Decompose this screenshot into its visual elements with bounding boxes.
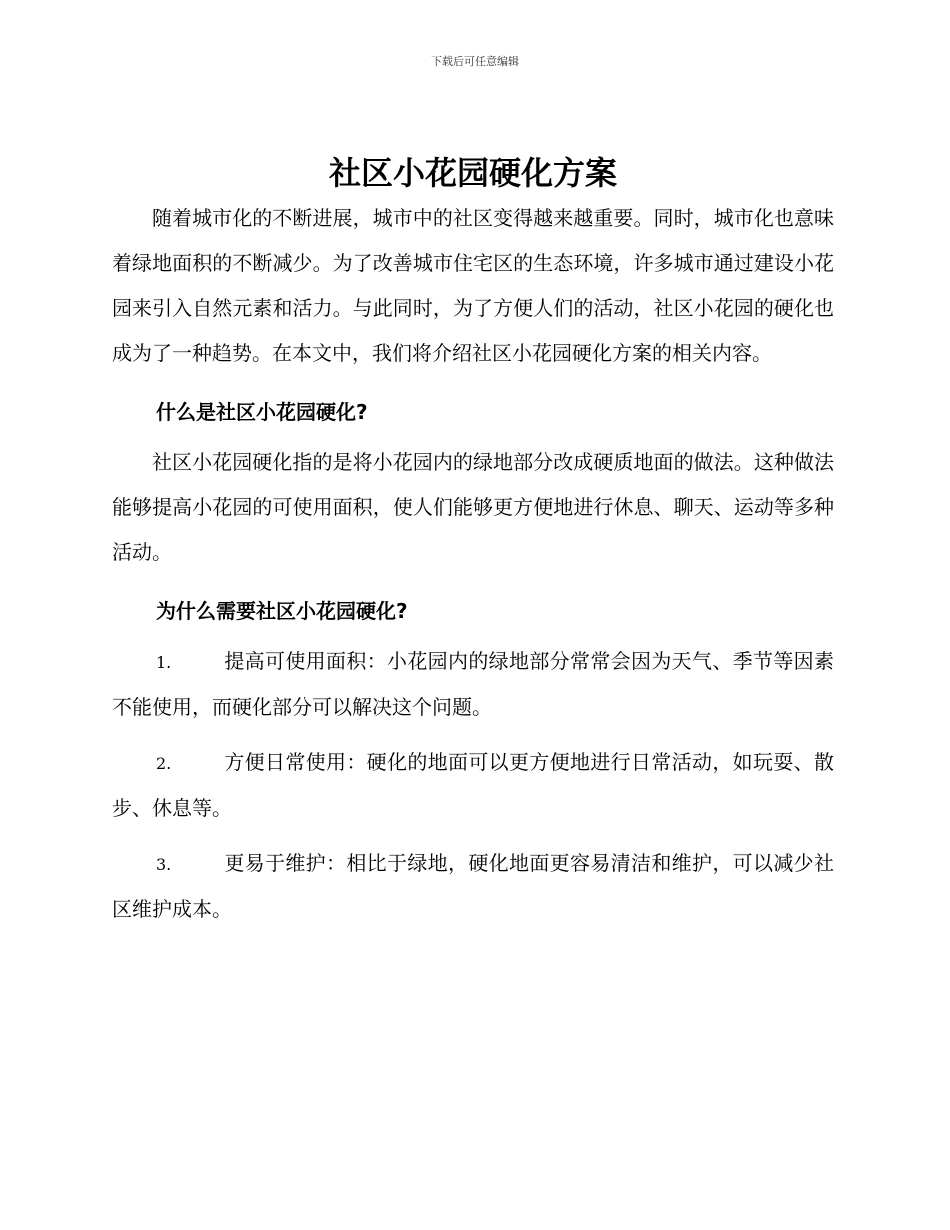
section-heading-what: 什么是社区小花园硬化? <box>156 400 368 424</box>
section-heading-why: 为什么需要社区小花园硬化? <box>156 599 408 623</box>
document-body <box>112 150 834 932</box>
list-item-text: 更易于维护：相比于绿地，硬化地面更容易清洁和维护，可以减少社区维护成本。 <box>112 851 834 921</box>
header-note: 下载后可任意编辑 <box>431 55 519 68</box>
document-title: 社区小花园硬化方案 <box>328 154 617 192</box>
list-item <box>112 639 834 730</box>
list-item-text: 方便日常使用：硬化的地面可以更方便地进行日常活动，如玩耍、散步、休息等。 <box>112 750 834 820</box>
list-item-number: 1. <box>156 653 172 672</box>
list-item-text: 提高可使用面积：小花园内的绿地部分常常会因为天气、季节等因素不能使用，而硬化部分可以解决这个问题。 <box>112 649 834 719</box>
list-item-number: 2. <box>156 754 172 773</box>
intro-paragraph: 随着城市化的不断进展，城市中的社区变得越来越重要。同时，城市化也意味着绿地面积的不断减少。为了改善城市住宅区的生态环境，许多城市通过建设小花园来引入自然元素和活力。与此同时，为了方便人们的活动，社区小花园的硬化也成为了一种趋势。在本文中，我们将介绍社区小花园硬化方案的相关内容。 <box>112 206 834 365</box>
list-item <box>112 740 834 831</box>
list-item <box>112 841 834 932</box>
list-item-number: 3. <box>156 855 172 874</box>
section-what-paragraph: 社区小花园硬化指的是将小花园内的绿地部分改成硬质地面的做法。这种做法能够提高小花园的可使用面积，使人们能够更方便地进行休息、聊天、运动等多种活动。 <box>112 450 834 564</box>
